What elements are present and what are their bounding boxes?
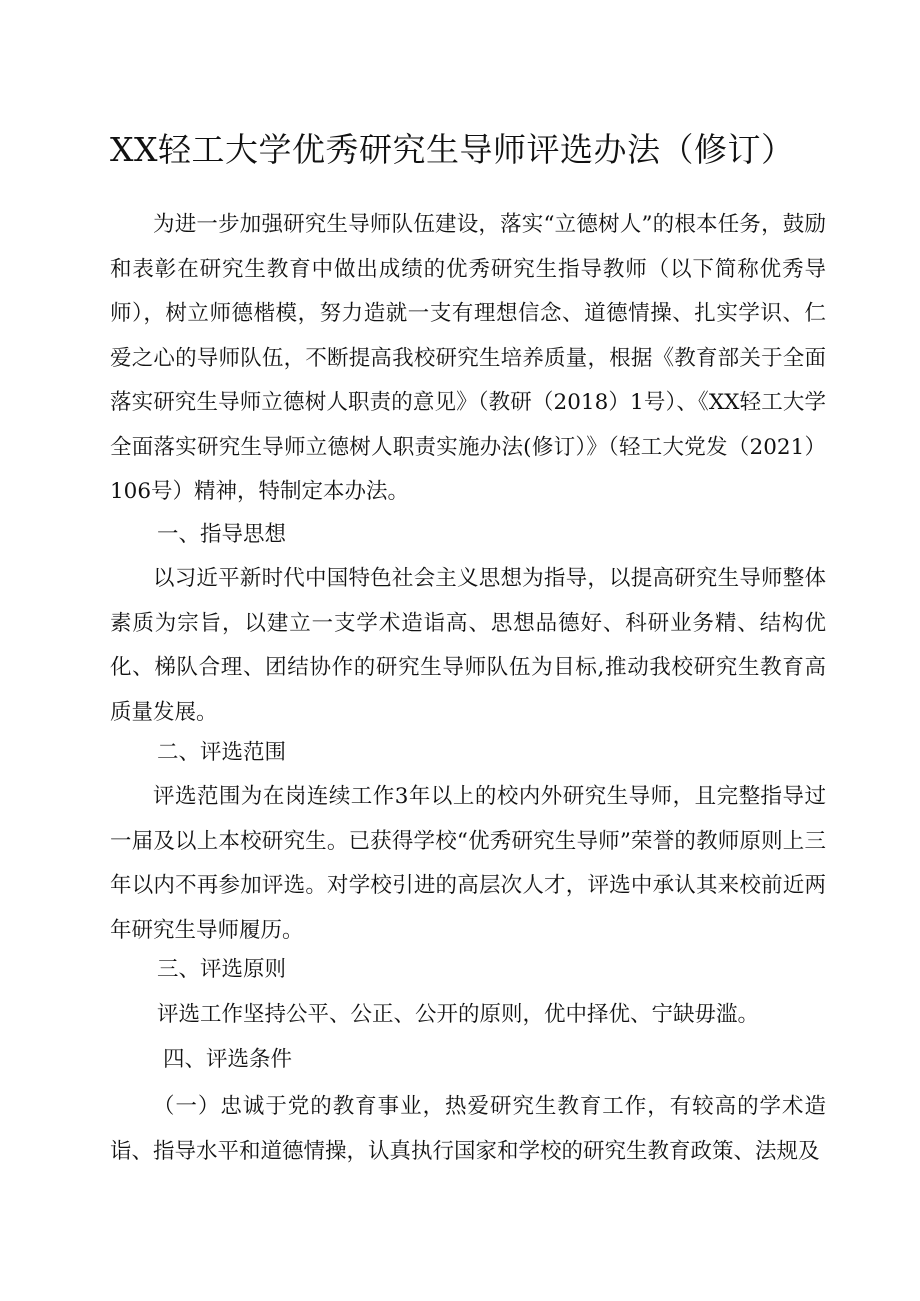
- section-heading-guiding-thought: 一、指导思想: [157, 522, 287, 547]
- section-text-guiding-thought: 以习近平新时代中国特色社会主义思想为指导，以提高研究生导师整体素质为宗旨，以建立一支学术造诣高、思想品德好、科研业务精、结构优化、梯队合理、团结协作的研究生导师队伍为目标,推动我校研究生教育高质量发展。: [110, 566, 826, 725]
- section-text-selection-scope: 评选范围为在岗连续工作3年以上的校内外研究生导师，且完整指导过一届及以上本校研究生。已获得学校“优秀研究生导师”荣誉的教师原则上三年以内不再参加评选。对学校引进的高层次人才，评选中承认其来校前近两年研究生导师履历。: [110, 784, 826, 943]
- section-heading-selection-scope: 二、评选范围: [157, 740, 287, 765]
- section-text-selection-criteria: （一）忠诚于党的教育事业，热爱研究生教育工作，有较高的学术造诣、指导水平和道德情操，认真执行国家和学校的研究生教育政策、法规及: [110, 1094, 826, 1164]
- intro-paragraph: 为进一步加强研究生导师队伍建设，落实“立德树人”的根本任务，鼓励和表彰在研究生教育中做出成绩的优秀研究生指导教师（以下简称优秀导师），树立师德楷模，努力造就一支有理想信念、道德情操、扎实学识、仁爱之心的导师队伍，不断提高我校研究生培养质量，根据《教育部关于全面落实研究生导师立德树人职责的意见》（教研（2018）1号）、《XX轻工大学全面落实研究生导师立德树人职责实施办法(修订）》（轻工大党发（2021）106号）精神，特制定本办法。: [110, 212, 826, 504]
- document-title: XX轻工大学优秀研究生导师评选办法（修订）: [110, 130, 795, 169]
- section-heading-selection-principle: 三、评选原则: [157, 957, 287, 982]
- section-text-selection-principle: 评选工作坚持公平、公正、公开的原则，优中择优、宁缺毋滥。: [157, 1002, 760, 1027]
- section-heading-selection-criteria: 四、评选条件: [163, 1047, 293, 1072]
